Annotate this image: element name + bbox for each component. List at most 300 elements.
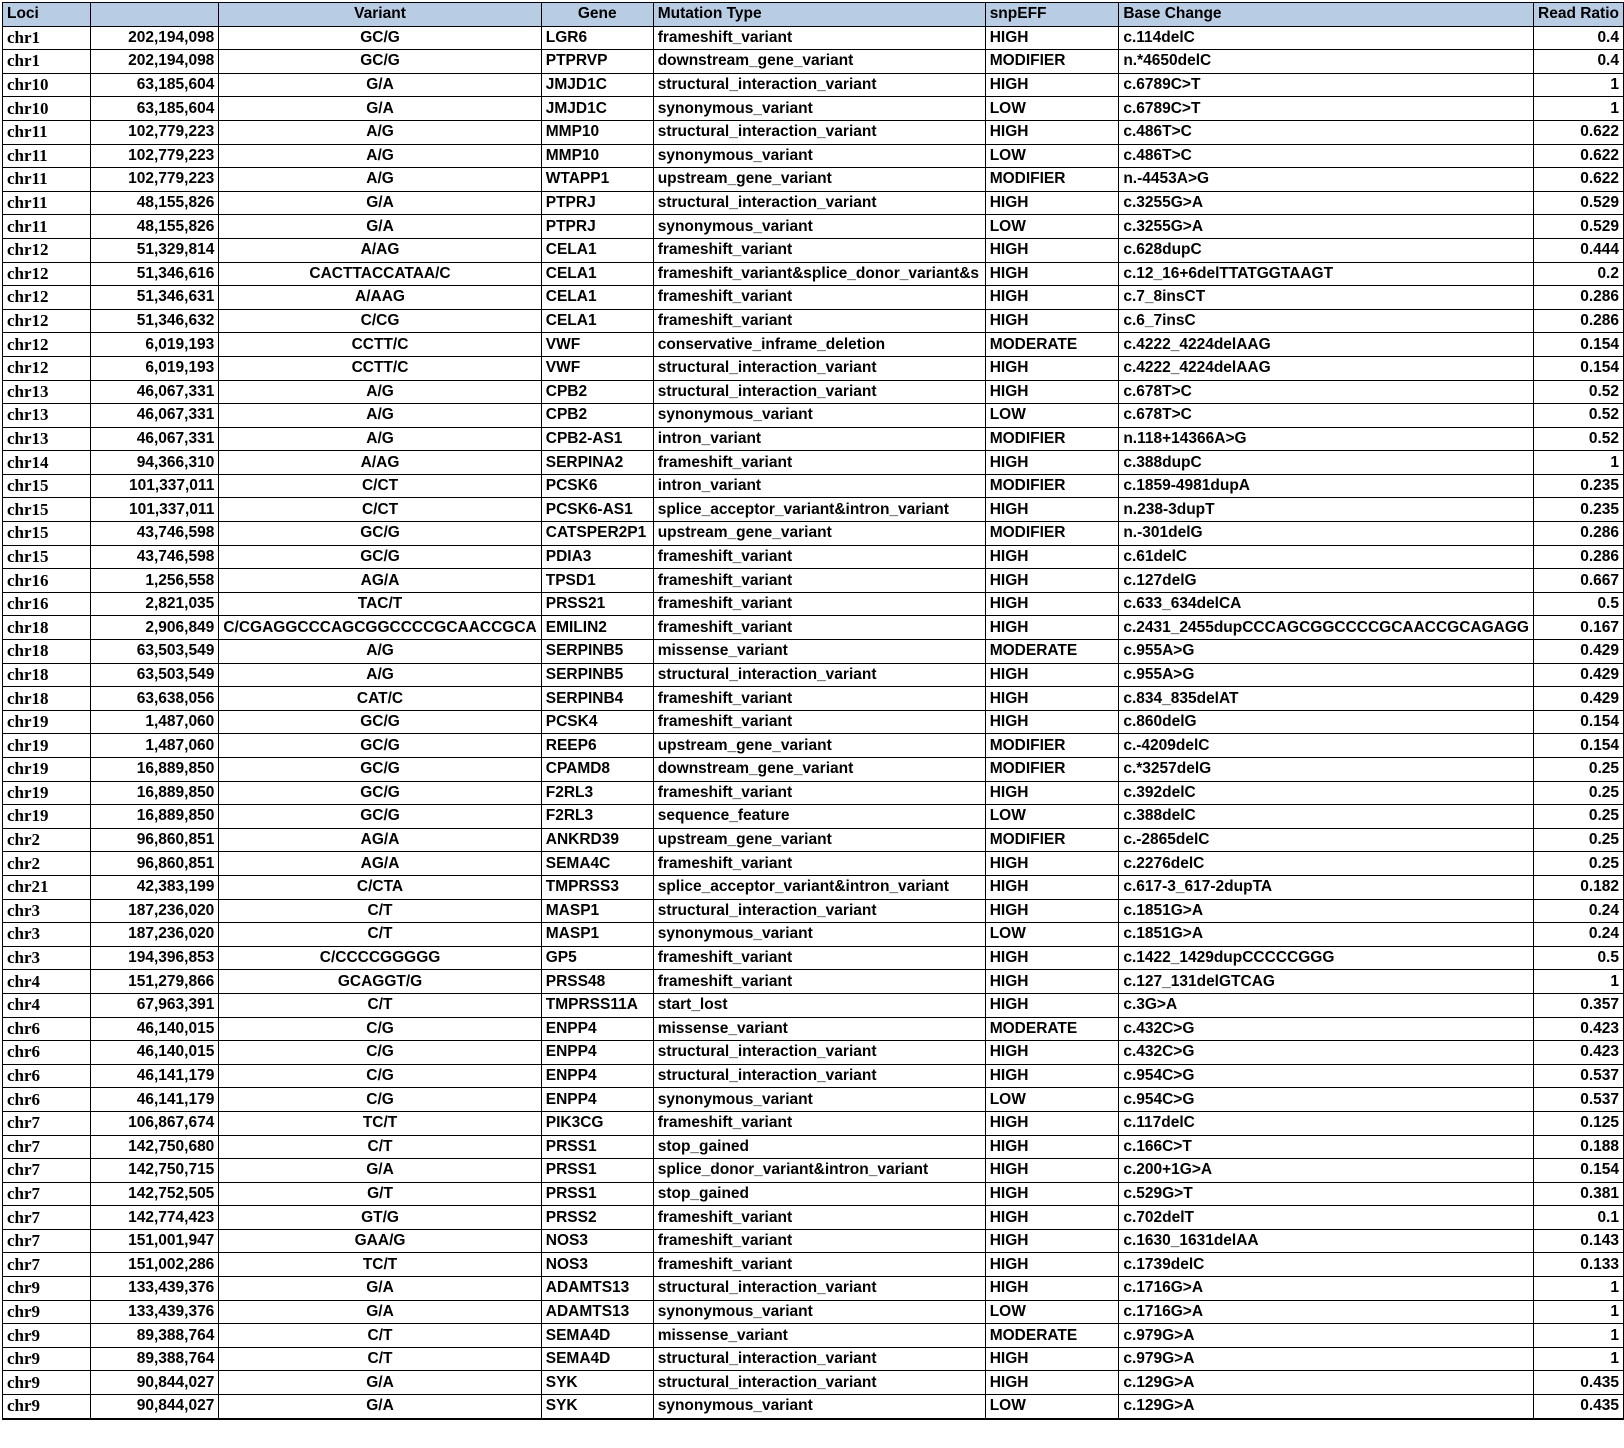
- base-change-cell[interactable]: c.4222_4224delAAG: [1119, 333, 1534, 357]
- header-mutation-type[interactable]: Mutation Type: [653, 3, 985, 27]
- mutation-type-cell[interactable]: conservative_inframe_deletion: [653, 333, 985, 357]
- mutation-type-cell[interactable]: frameshift_variant: [653, 238, 985, 262]
- loci-cell[interactable]: chr2: [3, 852, 91, 876]
- read-ratio-cell[interactable]: 0.429: [1534, 663, 1624, 687]
- mutation-type-cell[interactable]: upstream_gene_variant: [653, 828, 985, 852]
- position-cell[interactable]: 63,185,604: [90, 97, 219, 121]
- variant-cell[interactable]: C/CG: [219, 309, 541, 333]
- base-change-cell[interactable]: c.432C>G: [1119, 1017, 1534, 1041]
- variant-cell[interactable]: G/A: [219, 97, 541, 121]
- read-ratio-cell[interactable]: 0.429: [1534, 640, 1624, 664]
- loci-cell[interactable]: chr18: [3, 687, 91, 711]
- base-change-cell[interactable]: c.702delT: [1119, 1206, 1534, 1230]
- snpeff-cell[interactable]: HIGH: [985, 1253, 1119, 1277]
- read-ratio-cell[interactable]: 1: [1534, 73, 1624, 97]
- read-ratio-cell[interactable]: 0.286: [1534, 309, 1624, 333]
- variant-cell[interactable]: A/G: [219, 120, 541, 144]
- loci-cell[interactable]: chr13: [3, 427, 91, 451]
- gene-cell[interactable]: CPB2-AS1: [541, 427, 653, 451]
- snpeff-cell[interactable]: MODERATE: [985, 333, 1119, 357]
- mutation-type-cell[interactable]: upstream_gene_variant: [653, 734, 985, 758]
- variant-cell[interactable]: GC/G: [219, 781, 541, 805]
- snpeff-cell[interactable]: HIGH: [985, 1277, 1119, 1301]
- read-ratio-cell[interactable]: 0.4: [1534, 26, 1624, 50]
- loci-cell[interactable]: chr10: [3, 97, 91, 121]
- read-ratio-cell[interactable]: 0.2: [1534, 262, 1624, 286]
- variant-cell[interactable]: G/A: [219, 1371, 541, 1395]
- base-change-cell[interactable]: c.1716G>A: [1119, 1277, 1534, 1301]
- snpeff-cell[interactable]: MODIFIER: [985, 168, 1119, 192]
- read-ratio-cell[interactable]: 1: [1534, 451, 1624, 475]
- variant-cell[interactable]: C/CGAGGCCCAGCGGCCCCGCAACCGCA: [219, 616, 541, 640]
- mutation-type-cell[interactable]: structural_interaction_variant: [653, 120, 985, 144]
- snpeff-cell[interactable]: MODIFIER: [985, 50, 1119, 74]
- position-cell[interactable]: 142,750,680: [90, 1135, 219, 1159]
- loci-cell[interactable]: chr9: [3, 1347, 91, 1371]
- read-ratio-cell[interactable]: 0.537: [1534, 1088, 1624, 1112]
- mutation-type-cell[interactable]: frameshift_variant: [653, 1206, 985, 1230]
- position-cell[interactable]: 202,194,098: [90, 50, 219, 74]
- read-ratio-cell[interactable]: 1: [1534, 1277, 1624, 1301]
- loci-cell[interactable]: chr19: [3, 710, 91, 734]
- variant-cell[interactable]: AG/A: [219, 852, 541, 876]
- position-cell[interactable]: 46,140,015: [90, 1017, 219, 1041]
- gene-cell[interactable]: NOS3: [541, 1229, 653, 1253]
- snpeff-cell[interactable]: LOW: [985, 215, 1119, 239]
- variant-cell[interactable]: C/T: [219, 1135, 541, 1159]
- base-change-cell[interactable]: c.4222_4224delAAG: [1119, 356, 1534, 380]
- variant-cell[interactable]: C/T: [219, 1347, 541, 1371]
- snpeff-cell[interactable]: HIGH: [985, 1159, 1119, 1183]
- mutation-type-cell[interactable]: frameshift_variant: [653, 616, 985, 640]
- mutation-type-cell[interactable]: structural_interaction_variant: [653, 1277, 985, 1301]
- snpeff-cell[interactable]: HIGH: [985, 852, 1119, 876]
- position-cell[interactable]: 1,487,060: [90, 710, 219, 734]
- base-change-cell[interactable]: c.954C>G: [1119, 1088, 1534, 1112]
- snpeff-cell[interactable]: HIGH: [985, 498, 1119, 522]
- snpeff-cell[interactable]: HIGH: [985, 663, 1119, 687]
- loci-cell[interactable]: chr18: [3, 616, 91, 640]
- variant-cell[interactable]: A/AG: [219, 238, 541, 262]
- mutation-type-cell[interactable]: intron_variant: [653, 427, 985, 451]
- base-change-cell[interactable]: c.127delG: [1119, 569, 1534, 593]
- variant-cell[interactable]: C/G: [219, 1088, 541, 1112]
- base-change-cell[interactable]: c.1630_1631delAA: [1119, 1229, 1534, 1253]
- loci-cell[interactable]: chr4: [3, 970, 91, 994]
- loci-cell[interactable]: chr6: [3, 1017, 91, 1041]
- loci-cell[interactable]: chr15: [3, 545, 91, 569]
- base-change-cell[interactable]: c.166C>T: [1119, 1135, 1534, 1159]
- snpeff-cell[interactable]: HIGH: [985, 899, 1119, 923]
- mutation-type-cell[interactable]: frameshift_variant: [653, 687, 985, 711]
- snpeff-cell[interactable]: HIGH: [985, 592, 1119, 616]
- read-ratio-cell[interactable]: 0.529: [1534, 191, 1624, 215]
- gene-cell[interactable]: ADAMTS13: [541, 1277, 653, 1301]
- header-position[interactable]: [90, 3, 219, 27]
- position-cell[interactable]: 96,860,851: [90, 852, 219, 876]
- loci-cell[interactable]: chr7: [3, 1159, 91, 1183]
- mutation-type-cell[interactable]: frameshift_variant: [653, 26, 985, 50]
- mutation-type-cell[interactable]: frameshift_variant: [653, 710, 985, 734]
- base-change-cell[interactable]: c.6789C>T: [1119, 97, 1534, 121]
- base-change-cell[interactable]: n.*4650delC: [1119, 50, 1534, 74]
- variant-cell[interactable]: TC/T: [219, 1253, 541, 1277]
- variant-cell[interactable]: A/G: [219, 168, 541, 192]
- mutation-type-cell[interactable]: structural_interaction_variant: [653, 899, 985, 923]
- mutation-type-cell[interactable]: structural_interaction_variant: [653, 356, 985, 380]
- read-ratio-cell[interactable]: 0.529: [1534, 215, 1624, 239]
- position-cell[interactable]: 101,337,011: [90, 498, 219, 522]
- variant-cell[interactable]: A/G: [219, 640, 541, 664]
- position-cell[interactable]: 46,067,331: [90, 404, 219, 428]
- base-change-cell[interactable]: n.-4453A>G: [1119, 168, 1534, 192]
- base-change-cell[interactable]: c.979G>A: [1119, 1347, 1534, 1371]
- snpeff-cell[interactable]: MODERATE: [985, 640, 1119, 664]
- mutation-type-cell[interactable]: structural_interaction_variant: [653, 1347, 985, 1371]
- snpeff-cell[interactable]: LOW: [985, 144, 1119, 168]
- mutation-type-cell[interactable]: structural_interaction_variant: [653, 191, 985, 215]
- base-change-cell[interactable]: c.628dupC: [1119, 238, 1534, 262]
- position-cell[interactable]: 63,185,604: [90, 73, 219, 97]
- loci-cell[interactable]: chr4: [3, 993, 91, 1017]
- variant-cell[interactable]: GT/G: [219, 1206, 541, 1230]
- gene-cell[interactable]: PIK3CG: [541, 1111, 653, 1135]
- mutation-type-cell[interactable]: structural_interaction_variant: [653, 1371, 985, 1395]
- gene-cell[interactable]: PRSS48: [541, 970, 653, 994]
- base-change-cell[interactable]: c.979G>A: [1119, 1324, 1534, 1348]
- variant-cell[interactable]: C/CT: [219, 498, 541, 522]
- loci-cell[interactable]: chr9: [3, 1277, 91, 1301]
- position-cell[interactable]: 63,503,549: [90, 640, 219, 664]
- position-cell[interactable]: 6,019,193: [90, 333, 219, 357]
- position-cell[interactable]: 151,002,286: [90, 1253, 219, 1277]
- base-change-cell[interactable]: c.-2865delC: [1119, 828, 1534, 852]
- mutation-type-cell[interactable]: synonymous_variant: [653, 1395, 985, 1419]
- gene-cell[interactable]: CPAMD8: [541, 758, 653, 782]
- base-change-cell[interactable]: n.-301delG: [1119, 522, 1534, 546]
- base-change-cell[interactable]: c.633_634delCA: [1119, 592, 1534, 616]
- snpeff-cell[interactable]: MODIFIER: [985, 734, 1119, 758]
- read-ratio-cell[interactable]: 0.154: [1534, 1159, 1624, 1183]
- loci-cell[interactable]: chr11: [3, 215, 91, 239]
- loci-cell[interactable]: chr1: [3, 50, 91, 74]
- mutation-type-cell[interactable]: upstream_gene_variant: [653, 522, 985, 546]
- position-cell[interactable]: 46,067,331: [90, 427, 219, 451]
- gene-cell[interactable]: SYK: [541, 1371, 653, 1395]
- gene-cell[interactable]: SERPINB5: [541, 663, 653, 687]
- loci-cell[interactable]: chr21: [3, 875, 91, 899]
- variant-cell[interactable]: GC/G: [219, 26, 541, 50]
- mutation-type-cell[interactable]: frameshift_variant&splice_donor_variant&s: [653, 262, 985, 286]
- gene-cell[interactable]: MMP10: [541, 120, 653, 144]
- mutation-type-cell[interactable]: synonymous_variant: [653, 404, 985, 428]
- loci-cell[interactable]: chr12: [3, 333, 91, 357]
- position-cell[interactable]: 94,366,310: [90, 451, 219, 475]
- gene-cell[interactable]: CELA1: [541, 238, 653, 262]
- gene-cell[interactable]: CELA1: [541, 286, 653, 310]
- gene-cell[interactable]: SERPINA2: [541, 451, 653, 475]
- read-ratio-cell[interactable]: 0.52: [1534, 380, 1624, 404]
- base-change-cell[interactable]: c.1739delC: [1119, 1253, 1534, 1277]
- mutation-type-cell[interactable]: frameshift_variant: [653, 1229, 985, 1253]
- variant-cell[interactable]: C/T: [219, 923, 541, 947]
- base-change-cell[interactable]: c.6789C>T: [1119, 73, 1534, 97]
- position-cell[interactable]: 102,779,223: [90, 144, 219, 168]
- mutation-type-cell[interactable]: missense_variant: [653, 1017, 985, 1041]
- base-change-cell[interactable]: c.1859-4981dupA: [1119, 474, 1534, 498]
- position-cell[interactable]: 133,439,376: [90, 1300, 219, 1324]
- read-ratio-cell[interactable]: 0.435: [1534, 1371, 1624, 1395]
- variant-cell[interactable]: C/T: [219, 1324, 541, 1348]
- position-cell[interactable]: 43,746,598: [90, 545, 219, 569]
- loci-cell[interactable]: chr19: [3, 805, 91, 829]
- variant-cell[interactable]: G/A: [219, 1159, 541, 1183]
- snpeff-cell[interactable]: HIGH: [985, 710, 1119, 734]
- loci-cell[interactable]: chr16: [3, 569, 91, 593]
- position-cell[interactable]: 142,752,505: [90, 1182, 219, 1206]
- snpeff-cell[interactable]: HIGH: [985, 781, 1119, 805]
- position-cell[interactable]: 106,867,674: [90, 1111, 219, 1135]
- position-cell[interactable]: 187,236,020: [90, 923, 219, 947]
- gene-cell[interactable]: CELA1: [541, 309, 653, 333]
- position-cell[interactable]: 142,750,715: [90, 1159, 219, 1183]
- loci-cell[interactable]: chr11: [3, 191, 91, 215]
- gene-cell[interactable]: WTAPP1: [541, 168, 653, 192]
- read-ratio-cell[interactable]: 0.24: [1534, 923, 1624, 947]
- loci-cell[interactable]: chr7: [3, 1111, 91, 1135]
- position-cell[interactable]: 46,067,331: [90, 380, 219, 404]
- position-cell[interactable]: 46,141,179: [90, 1064, 219, 1088]
- loci-cell[interactable]: chr13: [3, 404, 91, 428]
- base-change-cell[interactable]: c.388dupC: [1119, 451, 1534, 475]
- read-ratio-cell[interactable]: 0.286: [1534, 545, 1624, 569]
- read-ratio-cell[interactable]: 0.125: [1534, 1111, 1624, 1135]
- mutation-type-cell[interactable]: synonymous_variant: [653, 1088, 985, 1112]
- read-ratio-cell[interactable]: 0.4: [1534, 50, 1624, 74]
- base-change-cell[interactable]: c.678T>C: [1119, 404, 1534, 428]
- position-cell[interactable]: 46,141,179: [90, 1088, 219, 1112]
- read-ratio-cell[interactable]: 0.235: [1534, 474, 1624, 498]
- read-ratio-cell[interactable]: 0.5: [1534, 946, 1624, 970]
- variant-cell[interactable]: C/CCCCGGGGG: [219, 946, 541, 970]
- read-ratio-cell[interactable]: 0.52: [1534, 404, 1624, 428]
- base-change-cell[interactable]: c.860delG: [1119, 710, 1534, 734]
- gene-cell[interactable]: VWF: [541, 333, 653, 357]
- loci-cell[interactable]: chr18: [3, 640, 91, 664]
- snpeff-cell[interactable]: MODIFIER: [985, 522, 1119, 546]
- mutation-type-cell[interactable]: synonymous_variant: [653, 923, 985, 947]
- variant-cell[interactable]: GCAGGT/G: [219, 970, 541, 994]
- base-change-cell[interactable]: c.129G>A: [1119, 1371, 1534, 1395]
- mutation-type-cell[interactable]: missense_variant: [653, 640, 985, 664]
- gene-cell[interactable]: ADAMTS13: [541, 1300, 653, 1324]
- position-cell[interactable]: 63,503,549: [90, 663, 219, 687]
- read-ratio-cell[interactable]: 0.167: [1534, 616, 1624, 640]
- snpeff-cell[interactable]: HIGH: [985, 687, 1119, 711]
- position-cell[interactable]: 51,346,631: [90, 286, 219, 310]
- position-cell[interactable]: 42,383,199: [90, 875, 219, 899]
- mutation-type-cell[interactable]: downstream_gene_variant: [653, 758, 985, 782]
- gene-cell[interactable]: SEMA4C: [541, 852, 653, 876]
- position-cell[interactable]: 187,236,020: [90, 899, 219, 923]
- snpeff-cell[interactable]: HIGH: [985, 1229, 1119, 1253]
- loci-cell[interactable]: chr9: [3, 1371, 91, 1395]
- variant-cell[interactable]: CCTT/C: [219, 333, 541, 357]
- read-ratio-cell[interactable]: 0.182: [1534, 875, 1624, 899]
- snpeff-cell[interactable]: MODIFIER: [985, 828, 1119, 852]
- read-ratio-cell[interactable]: 0.154: [1534, 356, 1624, 380]
- gene-cell[interactable]: PRSS21: [541, 592, 653, 616]
- variant-cell[interactable]: G/A: [219, 1395, 541, 1419]
- position-cell[interactable]: 46,140,015: [90, 1041, 219, 1065]
- mutation-type-cell[interactable]: structural_interaction_variant: [653, 1041, 985, 1065]
- read-ratio-cell[interactable]: 1: [1534, 1300, 1624, 1324]
- loci-cell[interactable]: chr3: [3, 899, 91, 923]
- position-cell[interactable]: 101,337,011: [90, 474, 219, 498]
- snpeff-cell[interactable]: LOW: [985, 923, 1119, 947]
- base-change-cell[interactable]: c.-4209delC: [1119, 734, 1534, 758]
- loci-cell[interactable]: chr7: [3, 1182, 91, 1206]
- base-change-cell[interactable]: c.3255G>A: [1119, 191, 1534, 215]
- gene-cell[interactable]: PDIA3: [541, 545, 653, 569]
- variant-cell[interactable]: TAC/T: [219, 592, 541, 616]
- read-ratio-cell[interactable]: 0.52: [1534, 427, 1624, 451]
- base-change-cell[interactable]: c.955A>G: [1119, 640, 1534, 664]
- snpeff-cell[interactable]: HIGH: [985, 1347, 1119, 1371]
- read-ratio-cell[interactable]: 0.444: [1534, 238, 1624, 262]
- loci-cell[interactable]: chr15: [3, 474, 91, 498]
- snpeff-cell[interactable]: HIGH: [985, 262, 1119, 286]
- mutation-type-cell[interactable]: synonymous_variant: [653, 144, 985, 168]
- read-ratio-cell[interactable]: 0.435: [1534, 1395, 1624, 1419]
- read-ratio-cell[interactable]: 0.286: [1534, 286, 1624, 310]
- variant-cell[interactable]: GC/G: [219, 758, 541, 782]
- gene-cell[interactable]: PRSS1: [541, 1182, 653, 1206]
- loci-cell[interactable]: chr6: [3, 1041, 91, 1065]
- read-ratio-cell[interactable]: 1: [1534, 1324, 1624, 1348]
- gene-cell[interactable]: PCSK4: [541, 710, 653, 734]
- gene-cell[interactable]: CPB2: [541, 404, 653, 428]
- variant-cell[interactable]: A/AAG: [219, 286, 541, 310]
- position-cell[interactable]: 133,439,376: [90, 1277, 219, 1301]
- position-cell[interactable]: 67,963,391: [90, 993, 219, 1017]
- variant-cell[interactable]: A/G: [219, 144, 541, 168]
- mutation-type-cell[interactable]: synonymous_variant: [653, 1300, 985, 1324]
- loci-cell[interactable]: chr14: [3, 451, 91, 475]
- position-cell[interactable]: 43,746,598: [90, 522, 219, 546]
- snpeff-cell[interactable]: MODIFIER: [985, 758, 1119, 782]
- snpeff-cell[interactable]: HIGH: [985, 1371, 1119, 1395]
- variant-cell[interactable]: G/A: [219, 1277, 541, 1301]
- variant-cell[interactable]: C/T: [219, 993, 541, 1017]
- read-ratio-cell[interactable]: 0.24: [1534, 899, 1624, 923]
- snpeff-cell[interactable]: HIGH: [985, 451, 1119, 475]
- variant-cell[interactable]: G/A: [219, 1300, 541, 1324]
- position-cell[interactable]: 90,844,027: [90, 1371, 219, 1395]
- snpeff-cell[interactable]: LOW: [985, 1395, 1119, 1419]
- base-change-cell[interactable]: c.2276delC: [1119, 852, 1534, 876]
- gene-cell[interactable]: REEP6: [541, 734, 653, 758]
- position-cell[interactable]: 151,279,866: [90, 970, 219, 994]
- gene-cell[interactable]: PRSS1: [541, 1159, 653, 1183]
- base-change-cell[interactable]: c.*3257delG: [1119, 758, 1534, 782]
- mutation-type-cell[interactable]: missense_variant: [653, 1324, 985, 1348]
- loci-cell[interactable]: chr11: [3, 144, 91, 168]
- loci-cell[interactable]: chr6: [3, 1088, 91, 1112]
- mutation-type-cell[interactable]: frameshift_variant: [653, 309, 985, 333]
- base-change-cell[interactable]: c.61delC: [1119, 545, 1534, 569]
- read-ratio-cell[interactable]: 0.429: [1534, 687, 1624, 711]
- gene-cell[interactable]: F2RL3: [541, 781, 653, 805]
- base-change-cell[interactable]: c.12_16+6delTTATGGTAAGT: [1119, 262, 1534, 286]
- snpeff-cell[interactable]: LOW: [985, 805, 1119, 829]
- read-ratio-cell[interactable]: 0.25: [1534, 828, 1624, 852]
- snpeff-cell[interactable]: MODIFIER: [985, 427, 1119, 451]
- mutation-type-cell[interactable]: synonymous_variant: [653, 97, 985, 121]
- mutation-type-cell[interactable]: synonymous_variant: [653, 215, 985, 239]
- read-ratio-cell[interactable]: 0.1: [1534, 1206, 1624, 1230]
- position-cell[interactable]: 63,638,056: [90, 687, 219, 711]
- read-ratio-cell[interactable]: 0.381: [1534, 1182, 1624, 1206]
- snpeff-cell[interactable]: HIGH: [985, 993, 1119, 1017]
- gene-cell[interactable]: ANKRD39: [541, 828, 653, 852]
- position-cell[interactable]: 2,821,035: [90, 592, 219, 616]
- read-ratio-cell[interactable]: 0.622: [1534, 120, 1624, 144]
- read-ratio-cell[interactable]: 0.622: [1534, 168, 1624, 192]
- position-cell[interactable]: 6,019,193: [90, 356, 219, 380]
- variant-cell[interactable]: CACTTACCATAA/C: [219, 262, 541, 286]
- snpeff-cell[interactable]: HIGH: [985, 1064, 1119, 1088]
- snpeff-cell[interactable]: HIGH: [985, 26, 1119, 50]
- mutation-type-cell[interactable]: frameshift_variant: [653, 1253, 985, 1277]
- loci-cell[interactable]: chr11: [3, 120, 91, 144]
- gene-cell[interactable]: ENPP4: [541, 1064, 653, 1088]
- loci-cell[interactable]: chr18: [3, 663, 91, 687]
- loci-cell[interactable]: chr10: [3, 73, 91, 97]
- base-change-cell[interactable]: c.127_131delGTCAG: [1119, 970, 1534, 994]
- position-cell[interactable]: 202,194,098: [90, 26, 219, 50]
- snpeff-cell[interactable]: HIGH: [985, 970, 1119, 994]
- variant-cell[interactable]: TC/T: [219, 1111, 541, 1135]
- snpeff-cell[interactable]: HIGH: [985, 120, 1119, 144]
- loci-cell[interactable]: chr16: [3, 592, 91, 616]
- mutation-type-cell[interactable]: frameshift_variant: [653, 781, 985, 805]
- snpeff-cell[interactable]: HIGH: [985, 1206, 1119, 1230]
- gene-cell[interactable]: ENPP4: [541, 1017, 653, 1041]
- loci-cell[interactable]: chr15: [3, 522, 91, 546]
- snpeff-cell[interactable]: LOW: [985, 97, 1119, 121]
- base-change-cell[interactable]: c.678T>C: [1119, 380, 1534, 404]
- gene-cell[interactable]: NOS3: [541, 1253, 653, 1277]
- snpeff-cell[interactable]: MODERATE: [985, 1017, 1119, 1041]
- read-ratio-cell[interactable]: 0.423: [1534, 1017, 1624, 1041]
- loci-cell[interactable]: chr13: [3, 380, 91, 404]
- loci-cell[interactable]: chr9: [3, 1324, 91, 1348]
- snpeff-cell[interactable]: HIGH: [985, 569, 1119, 593]
- read-ratio-cell[interactable]: 0.133: [1534, 1253, 1624, 1277]
- loci-cell[interactable]: chr11: [3, 168, 91, 192]
- loci-cell[interactable]: chr1: [3, 26, 91, 50]
- loci-cell[interactable]: chr12: [3, 262, 91, 286]
- position-cell[interactable]: 89,388,764: [90, 1324, 219, 1348]
- header-variant[interactable]: Variant: [219, 3, 541, 27]
- snpeff-cell[interactable]: HIGH: [985, 380, 1119, 404]
- snpeff-cell[interactable]: HIGH: [985, 309, 1119, 333]
- snpeff-cell[interactable]: HIGH: [985, 191, 1119, 215]
- variant-cell[interactable]: C/T: [219, 899, 541, 923]
- loci-cell[interactable]: chr9: [3, 1300, 91, 1324]
- base-change-cell[interactable]: c.834_835delAT: [1119, 687, 1534, 711]
